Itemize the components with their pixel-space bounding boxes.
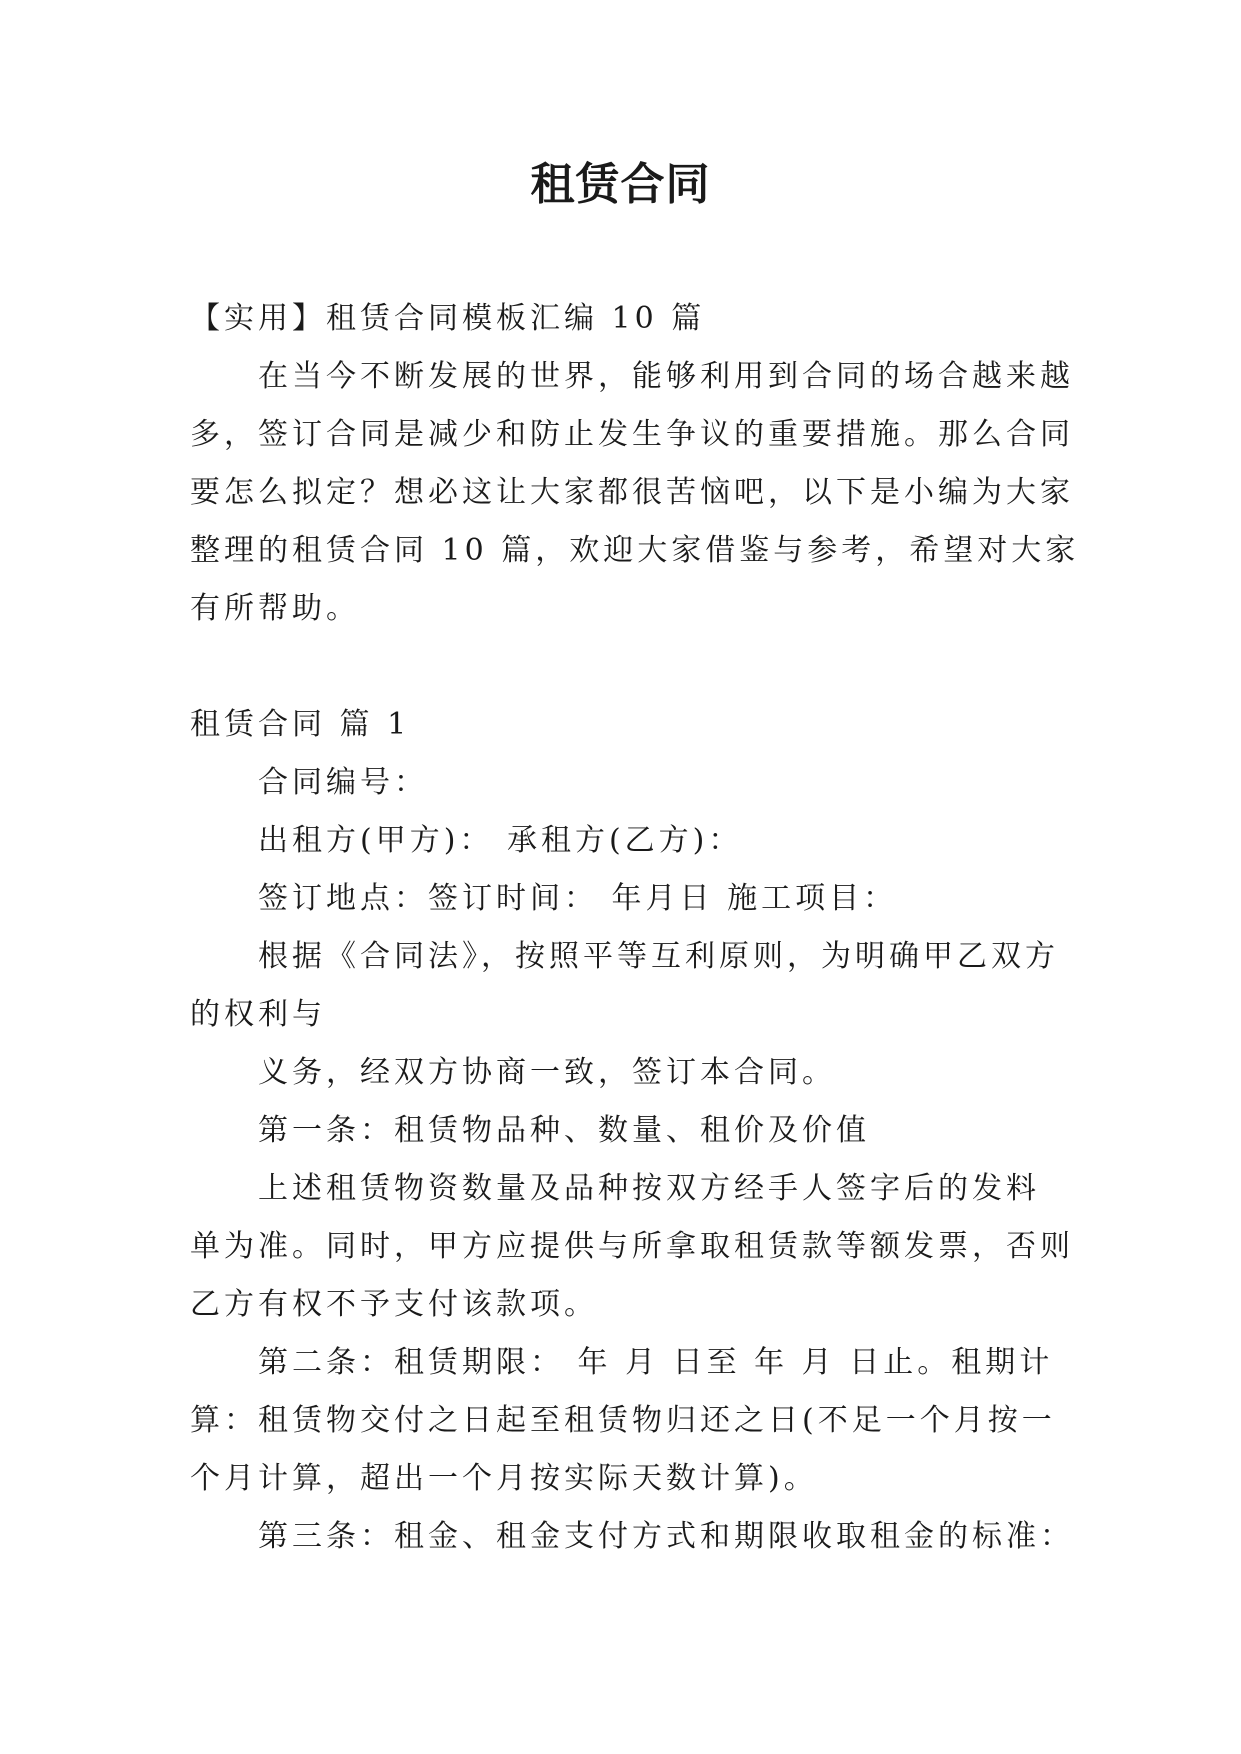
contract-text-line: 根据《合同法》，按照平等互利原则，为明确甲乙双方 (258, 939, 1059, 974)
contract-number-line: 合同编号： (258, 765, 428, 800)
document-body (190, 290, 1080, 1566)
section-heading: 租赁合同 篇 1 (190, 707, 411, 742)
article-2-text-line: 算：租赁物交付之日起至租赁物归还之日(不足一个月按一 (190, 1403, 1056, 1438)
article-3-heading: 第三条：租金、租金支付方式和期限收取租金的标准： (258, 1519, 1074, 1554)
contract-text-line: 的权利与 (190, 997, 326, 1032)
article-1-heading: 第一条：租赁物品种、数量、租价及价值 (258, 1113, 870, 1148)
document-subtitle: 【实用】租赁合同模板汇编 10 篇 (190, 301, 706, 336)
article-1-text-line: 乙方有权不予支付该款项。 (190, 1287, 598, 1322)
intro-paragraph-line: 多，签订合同是减少和防止发生争议的重要措施。那么合同 (190, 417, 1074, 452)
article-1-text-line: 单为准。同时，甲方应提供与所拿取租赁款等额发票，否则 (190, 1229, 1074, 1264)
article-1-text-line: 上述租赁物资数量及品种按双方经手人签字后的发料 (258, 1171, 1040, 1206)
contract-text-line: 义务，经双方协商一致，签订本合同。 (258, 1055, 836, 1090)
intro-paragraph-line: 有所帮助。 (190, 591, 360, 626)
intro-paragraph-line: 要怎么拟定？想必这让大家都很苦恼吧，以下是小编为大家 (190, 475, 1074, 510)
signing-info-line: 签订地点：签订时间： 年月日 施工项目： (258, 881, 898, 916)
intro-paragraph-line: 在当今不断发展的世界，能够利用到合同的场合越来越 (258, 359, 1074, 394)
paragraph-gap (190, 638, 1050, 696)
parties-line: 出租方(甲方)： 承租方(乙方)： (258, 823, 743, 858)
article-2-text-line: 第二条：租赁期限： 年 月 日至 年 月 日止。租期计 (258, 1345, 1054, 1380)
article-2-text-line: 个月计算，超出一个月按实际天数计算)。 (190, 1461, 818, 1496)
intro-paragraph-line: 整理的租赁合同 10 篇，欢迎大家借鉴与参考，希望对大家 (190, 533, 1080, 568)
document-title: 租赁合同 (530, 159, 711, 210)
